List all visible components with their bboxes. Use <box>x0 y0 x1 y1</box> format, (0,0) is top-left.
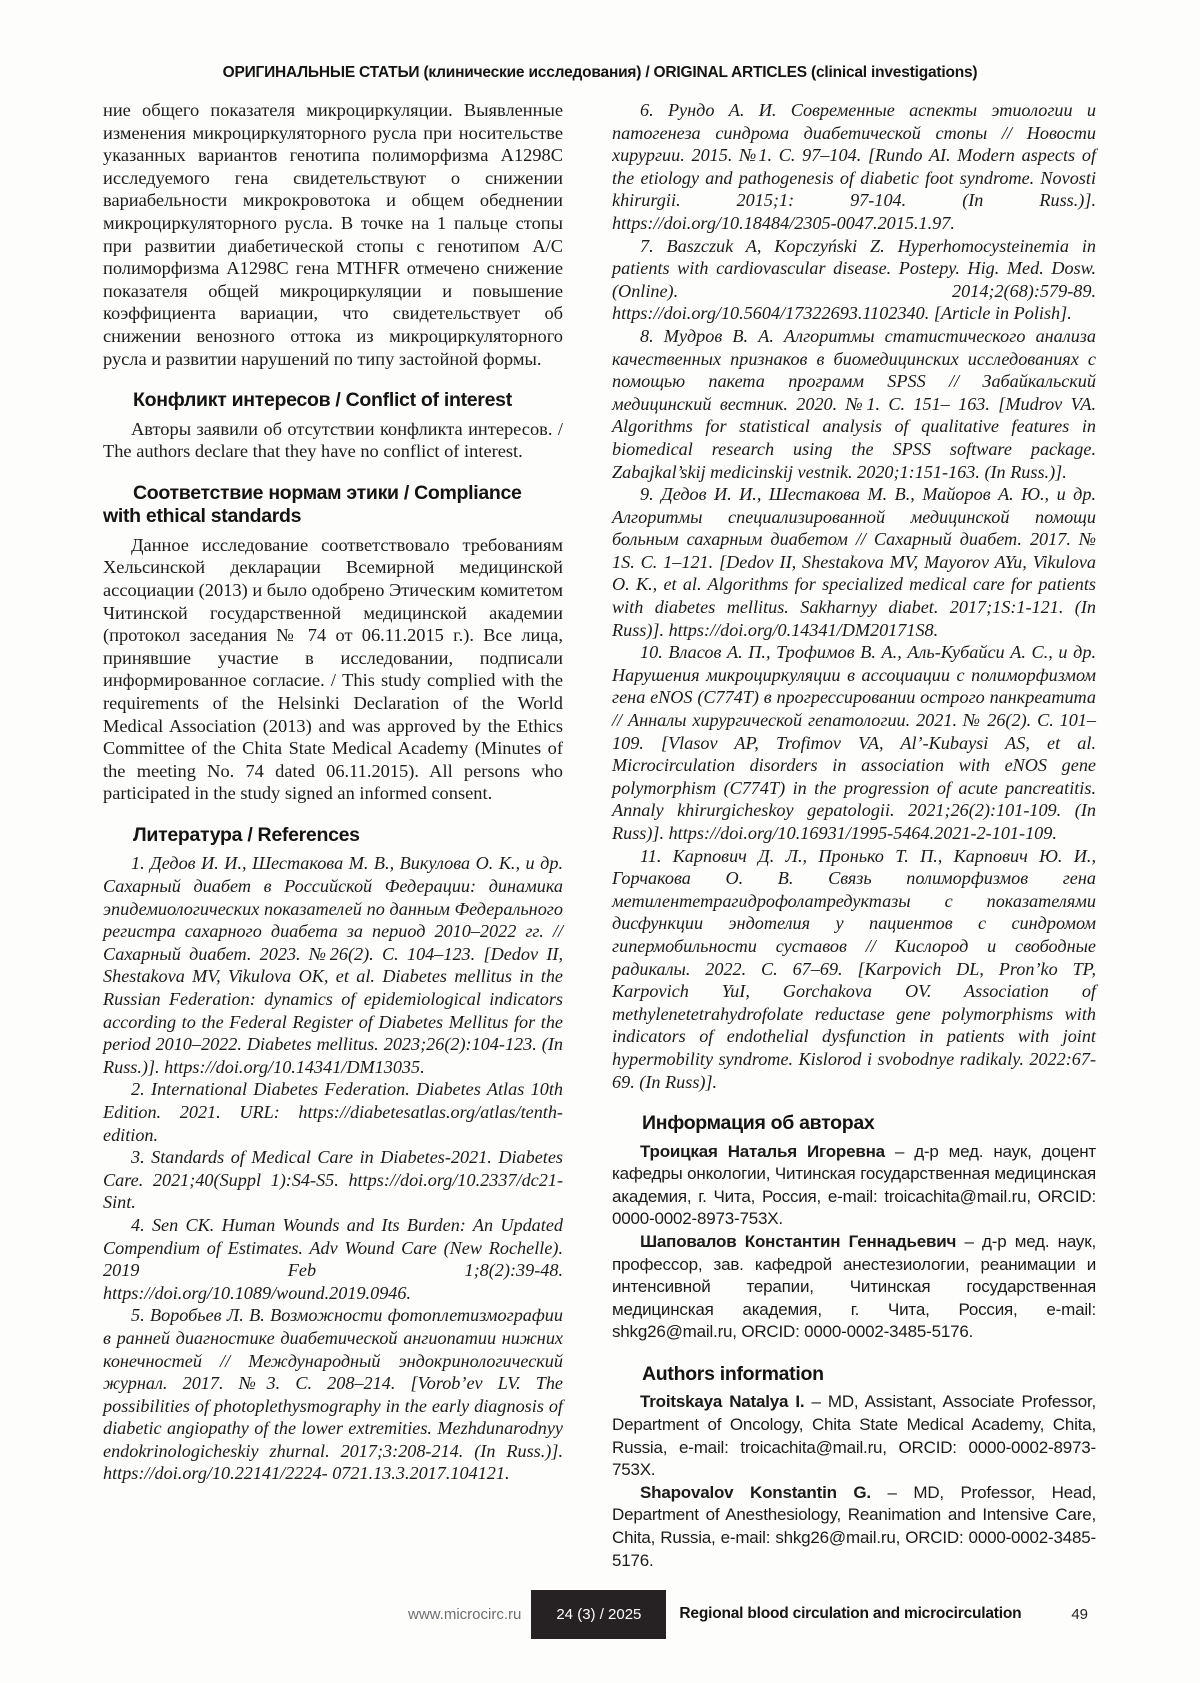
author-name: Shapovalov Konstantin G. <box>640 1482 871 1502</box>
reference-item-8: 8. Мудров В. А. Алгоритмы статистического анализа качественных признаков в биомедицинских исследованиях с помощью пакета программ SPSS // Забайкальский медицинский вестник. 2020. №1. С. 151– 163. [Mudrov VA. Algorithms for statistical analysis of qualitative features in biomedical research using the SPSS software package. Zabajkal’skij medicinskij vestnik. 2020;1:151-163. (In Russ.)]. <box>612 325 1096 482</box>
journal-title: Regional blood circulation and microcirculation <box>679 1605 1022 1622</box>
reference-item-10: 10. Власов А. П., Трофимов В. А., Аль-Кубайси А. С., и др. Нарушения микроциркуляции в ассоциации с полиморфизмом гена eNOS (C774T) в прогрессировании острого панкреатита // Анналы хирургической гепатологии. 2021. № 26(2). С. 101–109. [Vlasov AP, Trofimov VA, Al’-Kubaysi AS, et al. Microcirculation disorders in association with eNOS gene polymorphism (C774T) in the progression of acute pancreatitis. Annaly khirurgicheskoy gepatologii. 2021;26(2):101-109. (In Russ)]. https://doi.org/10.16931/1995-5464.2021-2-101-109. <box>612 642 1096 843</box>
author-name: Шаповалов Константин Геннадьевич <box>640 1232 957 1251</box>
author-entry-ru-shapovalov <box>612 1231 1096 1344</box>
reference-item-11: 11. Карпович Д. Л., Пронько Т. П., Карпович Ю. И., Горчакова О. В. Связь полиморфизмов гена метилентетрагидрофолатредуктазы с показателями дисфункции эндотелия у пациентов с синдромом гипермобильности суставов // Кислород и свободные радикалы. 2022. С. 67–69. [Karpovich DL, Pron’ko TP, Karpovich YuI, Gorchakova OV. Association of methylenetetrahydrofolate reductase gene polymorphisms with indicators of endothelial dysfunction in patients with joint hypermobility syndrome. Kislorod i svobodnye radikaly. 2022:67-69. (In Russ)]. <box>612 845 1096 1092</box>
reference-item-2: 2. International Diabetes Federation. Diabetes Atlas 10th Edition. 2021. URL: https://diabetesatlas.org/atlas/tenth-edition. <box>103 1079 563 1145</box>
reference-item-6: 6. Рундо А. И. Современные аспекты этиологии и патогенеза синдрома диабетической стопы // Новости хирургии. 2015. №1. С. 97–104. [Rundo AI. Modern aspects of the etiology and pathogenesis of diabetic foot syndrome. Novosti khirurgii. 2015;1: 97-104. (In Russ.)]. https://doi.org/10.18484/2305-0047.2015.1.97. <box>612 100 1096 233</box>
page-footer <box>100 1588 1100 1640</box>
reference-item-5: 5. Воробьев Л. В. Возможности фотоплетизмографии в ранней диагностике диабетической ангиопатии нижних конечностей // Международный эндокринологический журнал. 2017. №3. С. 208–214. [Vorob’ev LV. The possibilities of photoplethysmography in the early diagnosis of diabetic angiopathy of the lower extremities. Mezhdunarodnyy endokrinologicheskiy zhurnal. 2017;3:208-214. (In Russ.)]. https://doi.org/10.22141/2224- 0721.13.3.2017.104121. <box>103 1305 563 1484</box>
author-entry-en-troitskaya <box>612 1391 1096 1481</box>
author-details: – д-р мед. наук, доцент кафедры онкологии, Читинская государственная медицинская академия, г. Чита, Россия, e-mail: troicachita@mail.ru, ORCID: 0000-0002-8973-753X. <box>612 1141 1097 1229</box>
reference-item-3: 3. Standards of Medical Care in Diabetes-2021. Diabetes Care. 2021;40(Suppl 1):S4-S5. https://doi.org/10.2337/dc21-Sint. <box>103 1147 563 1213</box>
author-details: – MD, Assistant, Associate Professor, Department of Oncology, Chita State Medical Academy, Chita, Russia, e-mail: troicachita@mail.ru, ORCID: 0000-0002-8973-753X. <box>612 1392 1097 1480</box>
ethics-compliance-text: Данное исследование соответствовало требованиям Хельсинской декларации Всемирной медицинской ассоциации (2013) и было одобрено Этическим комитетом Читинской государственной медицинской академии (протокол заседания № 74 от 06.11.2015 г.). Все лица, принявшие участие в исследовании, подписали информированное согласие. / This study complied with the requirements of the Helsinki Declaration of the World Medical Association (2013) and was approved by the Ethics Committee of the Chita State Medical Academy (Minutes of the meeting No. 74 dated 06.11.2015). All persons who participated in the study signed an informed consent. <box>103 534 563 804</box>
author-details: – MD, Professor, Head, Department of Anesthesiology, Reanimation and Intensive Care, Chita, Russia, e-mail: shkg26@mail.ru, ORCID: 0000-0002-3485-5176. <box>612 1482 1096 1570</box>
references-heading: Литература / References <box>133 823 360 846</box>
reference-item-4: 4. Sen CK. Human Wounds and Its Burden: An Updated Compendium of Estimates. Adv Wound Care (New Rochelle). 2019 Feb 1;8(2):39-48. https://doi.org/10.1089/wound.2019.0946. <box>103 1214 563 1303</box>
author-name: Троицкая Наталья Игоревна <box>640 1141 885 1161</box>
issue-badge: 24 (3) / 2025 <box>531 1590 666 1639</box>
conflict-of-interest-heading: Конфликт интересов / Conflict of interest <box>133 389 512 412</box>
author-name: Troitskaya Natalya I. <box>640 1392 805 1412</box>
intro-paragraph-continuation: ние общего показателя микроциркуляции. Выявленные изменения микроциркуляторного русла при носительстве указанных вариантов генотипа полиморфизма А1298С исследуемого гена свидетельствуют о снижении вариабельности микрокровотока и общем обеднении микроциркуляторного русла. В точке на 1 пальце стопы при развитии диабетической стопы с генотипом А/С полиморфизма А1298С гена MTHFR отмечено снижение показателя общей микроциркуляции и повышение коэффициента вариации, что свидетельствует об снижении венозного оттока из микроциркуляторного русла и развитии нарушений по типу застойной формы. <box>103 100 563 369</box>
author-details: – д-р мед. наук, профессор, зав. кафедрой анестезиологии, реанимации и интенсивной терапии, Читинская государственная медицинская академия, г. Чита, Россия, e-mail: shkg26@mail.ru, ORCID: 0000-0002-3485-5176. <box>612 1232 1096 1342</box>
author-entry-ru-troitskaya <box>612 1141 1096 1231</box>
reference-item-1: 1. Дедов И. И., Шестакова М. В., Викулова О. К., и др. Сахарный диабет в Российской Федерации: динамика эпидемиологических показателей по данным Федерального регистра сахарного диабета за период 2010–2022 гг. // Сахарный диабет. 2023. №26(2). С. 104–123. [Dedov II, Shestakova MV, Vikulova OK, et al. Diabetes mellitus in the Russian Federation: dynamics of epidemiological indicators according to the Federal Register of Diabetes Mellitus for the period 2010–2022. Diabetes mellitus. 2023;26(2):104-123. (In Russ.)]. https://doi.org/10.14341/DM13035. <box>103 853 563 1077</box>
page-number: 49 <box>1071 1605 1088 1623</box>
authors-info-ru-heading: Информация об авторах <box>642 1112 875 1135</box>
reference-item-9: 9. Дедов И. И., Шестакова М. В., Майоров А. Ю., и др. Алгоритмы специализированной медицинской помощи больным сахарным диабетом // Сахарный диабет. 2017. № 1S. С. 1–121. [Dedov II, Shestakova MV, Mayorov AYu, Vikulova O. K., et al. Algorithms for specialized medical care for patients with diabetes mellitus. Sakharnyy diabet. 2017;1S:1-121. (In Russ)]. https://doi.org/0.14341/DM20171S8. <box>612 484 1096 640</box>
left-column <box>103 99 563 1572</box>
author-entry-en-shapovalov <box>612 1482 1096 1572</box>
authors-info-en-heading: Authors information <box>642 1362 824 1385</box>
conflict-of-interest-text: Авторы заявили об отсутствии конфликта интересов. / The authors declare that they have no conflict of interest. <box>103 418 563 462</box>
article-body <box>103 99 1096 1572</box>
running-head: ОРИГИНАЛЬНЫЕ СТАТЬИ (клинические исследования) / ORIGINAL ARTICLES (clinical investigations) <box>222 64 978 81</box>
journal-website: www.microcirc.ru <box>408 1605 522 1623</box>
ethics-compliance-heading: Соответствие нормам этики / Compliance with ethical standards <box>103 481 522 528</box>
right-column <box>612 99 1096 1572</box>
reference-item-7: 7. Baszczuk A, Kopczyński Z. Hyperhomocysteinemia in patients with cardiovascular disease. Postepy. Hig. Med. Dosw. (Online). 2014;2(68):579-89. https://doi.org/10.5604/17322693.1102340. [Article in Polish]. <box>612 235 1096 324</box>
